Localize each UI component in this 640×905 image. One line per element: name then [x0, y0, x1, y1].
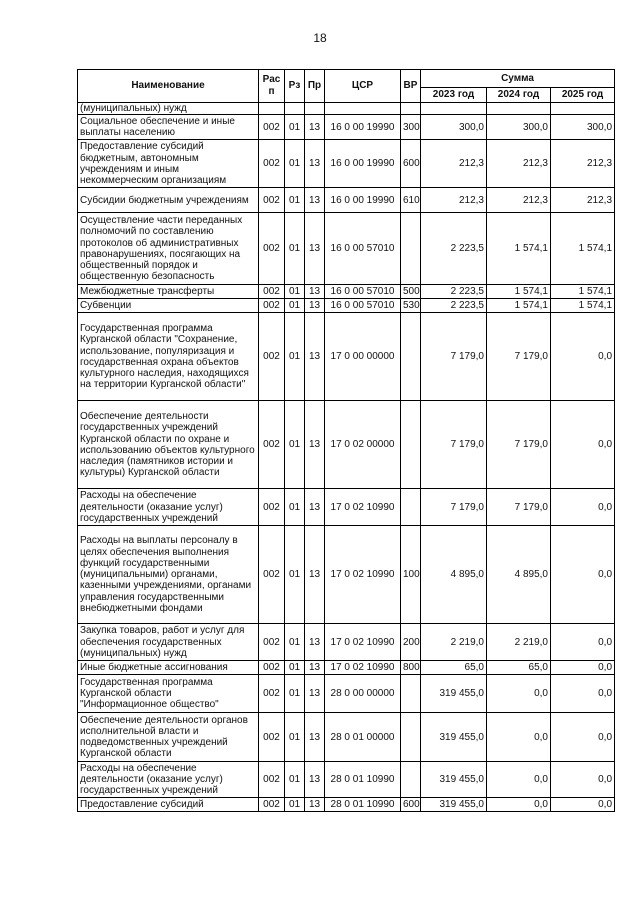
row-rasp: 002: [259, 140, 285, 188]
header-vr: ВР: [401, 70, 421, 103]
table-row: [78, 103, 615, 115]
table-row: [78, 140, 615, 188]
row-sum-2024: 7 179,0: [487, 401, 551, 489]
row-rasp: 002: [259, 188, 285, 213]
row-rasp: 002: [259, 675, 285, 713]
table-row: [78, 285, 615, 299]
row-vr: [401, 213, 421, 285]
row-vr: [401, 313, 421, 401]
row-sum-2023: 319 455,0: [421, 675, 487, 713]
row-sum-2023: 7 179,0: [421, 313, 487, 401]
row-sum-2023: 2 223,5: [421, 285, 487, 299]
row-pr: 13: [305, 624, 325, 661]
table-row: [78, 115, 615, 140]
table-row: [78, 313, 615, 401]
row-csr: 17 0 02 10990: [325, 489, 401, 526]
row-rasp: 002: [259, 285, 285, 299]
header-pr: Пр: [305, 70, 325, 103]
row-sum-2024: 212,3: [487, 140, 551, 188]
row-pr: 13: [305, 313, 325, 401]
row-csr: 16 0 00 19990: [325, 115, 401, 140]
row-csr: 17 0 02 10990: [325, 624, 401, 661]
row-rz: 01: [285, 313, 305, 401]
header-rasp: Рас п: [259, 70, 285, 103]
row-sum-2024: [487, 103, 551, 115]
row-vr: [401, 103, 421, 115]
row-sum-2023: 7 179,0: [421, 489, 487, 526]
header-year-2024: 2024 год: [487, 88, 551, 103]
row-sum-2025: 0,0: [551, 526, 615, 624]
row-pr: 13: [305, 489, 325, 526]
row-rz: 01: [285, 115, 305, 140]
header-year-2025: 2025 год: [551, 88, 615, 103]
table-row: [78, 762, 615, 798]
row-sum-2025: 0,0: [551, 489, 615, 526]
row-pr: 13: [305, 713, 325, 762]
table-row: [78, 713, 615, 762]
row-rasp: 002: [259, 401, 285, 489]
row-name: Межбюджетные трансферты: [78, 285, 259, 299]
row-rz: 01: [285, 624, 305, 661]
row-rasp: 002: [259, 798, 285, 812]
row-sum-2025: 300,0: [551, 115, 615, 140]
row-vr: 610: [401, 188, 421, 213]
row-sum-2023: 212,3: [421, 140, 487, 188]
row-sum-2025: 0,0: [551, 762, 615, 798]
row-sum-2023: 4 895,0: [421, 526, 487, 624]
row-sum-2025: 0,0: [551, 661, 615, 675]
row-sum-2024: 1 574,1: [487, 285, 551, 299]
row-name: Закупка товаров, работ и услуг для обеспечения государственных (муниципальных) нужд: [78, 624, 259, 661]
row-rasp: 002: [259, 713, 285, 762]
row-sum-2025: 0,0: [551, 713, 615, 762]
table-row: [78, 188, 615, 213]
row-rz: 01: [285, 798, 305, 812]
row-rz: 01: [285, 401, 305, 489]
row-name: Субсидии бюджетным учреждениям: [78, 188, 259, 213]
row-sum-2023: 7 179,0: [421, 401, 487, 489]
table-row: [78, 299, 615, 313]
row-csr: 17 0 02 10990: [325, 526, 401, 624]
row-sum-2023: 300,0: [421, 115, 487, 140]
row-vr: [401, 762, 421, 798]
row-sum-2025: 1 574,1: [551, 285, 615, 299]
row-sum-2023: 212,3: [421, 188, 487, 213]
row-pr: 13: [305, 213, 325, 285]
row-vr: 530: [401, 299, 421, 313]
row-vr: [401, 489, 421, 526]
row-sum-2024: 1 574,1: [487, 213, 551, 285]
table-row: [78, 661, 615, 675]
row-csr: 28 0 00 00000: [325, 675, 401, 713]
row-sum-2024: 7 179,0: [487, 313, 551, 401]
row-rz: 01: [285, 213, 305, 285]
table-row: [78, 624, 615, 661]
row-sum-2025: 1 574,1: [551, 299, 615, 313]
row-sum-2025: 0,0: [551, 798, 615, 812]
row-csr: 28 0 01 10990: [325, 762, 401, 798]
row-rz: 01: [285, 140, 305, 188]
row-rasp: 002: [259, 115, 285, 140]
row-rz: 01: [285, 713, 305, 762]
row-sum-2025: 1 574,1: [551, 213, 615, 285]
row-pr: 13: [305, 675, 325, 713]
row-csr: 28 0 01 10990: [325, 798, 401, 812]
row-sum-2024: 2 219,0: [487, 624, 551, 661]
row-sum-2024: 7 179,0: [487, 489, 551, 526]
row-name: Государственная программа Курганской области "Информационное общество": [78, 675, 259, 713]
header-csr: ЦСР: [325, 70, 401, 103]
row-rasp: 002: [259, 661, 285, 675]
row-rasp: 002: [259, 762, 285, 798]
row-sum-2024: 0,0: [487, 713, 551, 762]
row-vr: [401, 675, 421, 713]
row-rasp: 002: [259, 313, 285, 401]
row-sum-2025: 0,0: [551, 401, 615, 489]
table-row: [78, 526, 615, 624]
row-name: Государственная программа Курганской области "Сохранение, использование, популяризация и государственная охрана объектов культурного наследия, находящихся на территории Курганской области": [78, 313, 259, 401]
row-rasp: 002: [259, 526, 285, 624]
row-sum-2024: 300,0: [487, 115, 551, 140]
row-csr: 17 0 02 00000: [325, 401, 401, 489]
row-sum-2023: 319 455,0: [421, 762, 487, 798]
table-row: [78, 675, 615, 713]
row-csr: 17 0 02 10990: [325, 661, 401, 675]
row-name: (муниципальных) нужд: [78, 103, 259, 115]
row-csr: 16 0 00 57010: [325, 285, 401, 299]
page-number: 18: [313, 31, 327, 45]
table-row: [78, 489, 615, 526]
row-rz: 01: [285, 661, 305, 675]
row-rz: 01: [285, 188, 305, 213]
row-rz: 01: [285, 489, 305, 526]
row-name: Обеспечение деятельности государственных учреждений Курганской области по охране и использованию объектов культурного наследия (памятников истории и культуры) Курганской области: [78, 401, 259, 489]
row-vr: 300: [401, 115, 421, 140]
row-sum-2024: 65,0: [487, 661, 551, 675]
budget-table: [77, 69, 615, 812]
row-sum-2025: [551, 103, 615, 115]
row-pr: 13: [305, 762, 325, 798]
row-pr: 13: [305, 299, 325, 313]
row-pr: 13: [305, 526, 325, 624]
header-sum: Сумма: [421, 70, 615, 88]
row-sum-2025: 212,3: [551, 188, 615, 213]
row-csr: 28 0 01 00000: [325, 713, 401, 762]
row-sum-2023: 2 219,0: [421, 624, 487, 661]
row-csr: 16 0 00 57010: [325, 299, 401, 313]
row-sum-2023: 2 223,5: [421, 299, 487, 313]
header-name: Наименование: [78, 70, 259, 103]
row-csr: 17 0 00 00000: [325, 313, 401, 401]
header-row: [78, 70, 615, 88]
row-pr: 13: [305, 115, 325, 140]
row-name: Расходы на выплаты персоналу в целях обеспечения выполнения функций государственными (муниципальными) органами, казенными учреждениями, органами управления государственными внебюджетными фондами: [78, 526, 259, 624]
row-rz: 01: [285, 299, 305, 313]
table-row: [78, 213, 615, 285]
row-pr: 13: [305, 140, 325, 188]
row-name: Иные бюджетные ассигнования: [78, 661, 259, 675]
row-sum-2023: [421, 103, 487, 115]
row-name: Обеспечение деятельности органов исполнительной власти и подведомственных учреждений Курганской области: [78, 713, 259, 762]
row-csr: [325, 103, 401, 115]
row-rasp: 002: [259, 213, 285, 285]
row-rasp: [259, 103, 285, 115]
row-vr: [401, 401, 421, 489]
row-csr: 16 0 00 57010: [325, 213, 401, 285]
row-rz: 01: [285, 762, 305, 798]
row-sum-2024: 212,3: [487, 188, 551, 213]
row-rz: [285, 103, 305, 115]
row-sum-2025: 0,0: [551, 313, 615, 401]
row-sum-2023: 319 455,0: [421, 713, 487, 762]
row-pr: 13: [305, 798, 325, 812]
row-rasp: 002: [259, 489, 285, 526]
row-sum-2024: 0,0: [487, 675, 551, 713]
header-rz: Рз: [285, 70, 305, 103]
table-row: [78, 798, 615, 812]
row-rz: 01: [285, 526, 305, 624]
row-sum-2024: 1 574,1: [487, 299, 551, 313]
row-csr: 16 0 00 19990: [325, 140, 401, 188]
row-sum-2023: 2 223,5: [421, 213, 487, 285]
row-rasp: 002: [259, 299, 285, 313]
row-sum-2024: 4 895,0: [487, 526, 551, 624]
row-vr: 800: [401, 661, 421, 675]
row-name: Расходы на обеспечение деятельности (оказание услуг) государственных учреждений: [78, 762, 259, 798]
row-name: Социальное обеспечение и иные выплаты населению: [78, 115, 259, 140]
row-sum-2025: 0,0: [551, 675, 615, 713]
row-vr: 500: [401, 285, 421, 299]
row-vr: 600: [401, 798, 421, 812]
row-rz: 01: [285, 285, 305, 299]
row-sum-2025: 212,3: [551, 140, 615, 188]
row-name: Предоставление субсидий бюджетным, автономным учреждениям и иным некоммерческим организациям: [78, 140, 259, 188]
table-row: [78, 401, 615, 489]
row-csr: 16 0 00 19990: [325, 188, 401, 213]
header-year-2023: 2023 год: [421, 88, 487, 103]
row-sum-2024: 0,0: [487, 798, 551, 812]
row-rz: 01: [285, 675, 305, 713]
row-pr: 13: [305, 285, 325, 299]
row-name: Расходы на обеспечение деятельности (оказание услуг) государственных учреждений: [78, 489, 259, 526]
row-pr: 13: [305, 188, 325, 213]
row-pr: 13: [305, 401, 325, 489]
row-sum-2024: 0,0: [487, 762, 551, 798]
row-rasp: 002: [259, 624, 285, 661]
row-vr: 200: [401, 624, 421, 661]
row-name: Предоставление субсидий: [78, 798, 259, 812]
row-pr: 13: [305, 661, 325, 675]
row-vr: 600: [401, 140, 421, 188]
row-sum-2025: 0,0: [551, 624, 615, 661]
row-name: Субвенции: [78, 299, 259, 313]
row-sum-2023: 319 455,0: [421, 798, 487, 812]
row-vr: 100: [401, 526, 421, 624]
row-name: Осуществление части переданных полномочий по составлению протоколов об административных правонарушениях, посягающих на общественный порядок и общественную безопасность: [78, 213, 259, 285]
row-sum-2023: 65,0: [421, 661, 487, 675]
row-pr: [305, 103, 325, 115]
row-vr: [401, 713, 421, 762]
